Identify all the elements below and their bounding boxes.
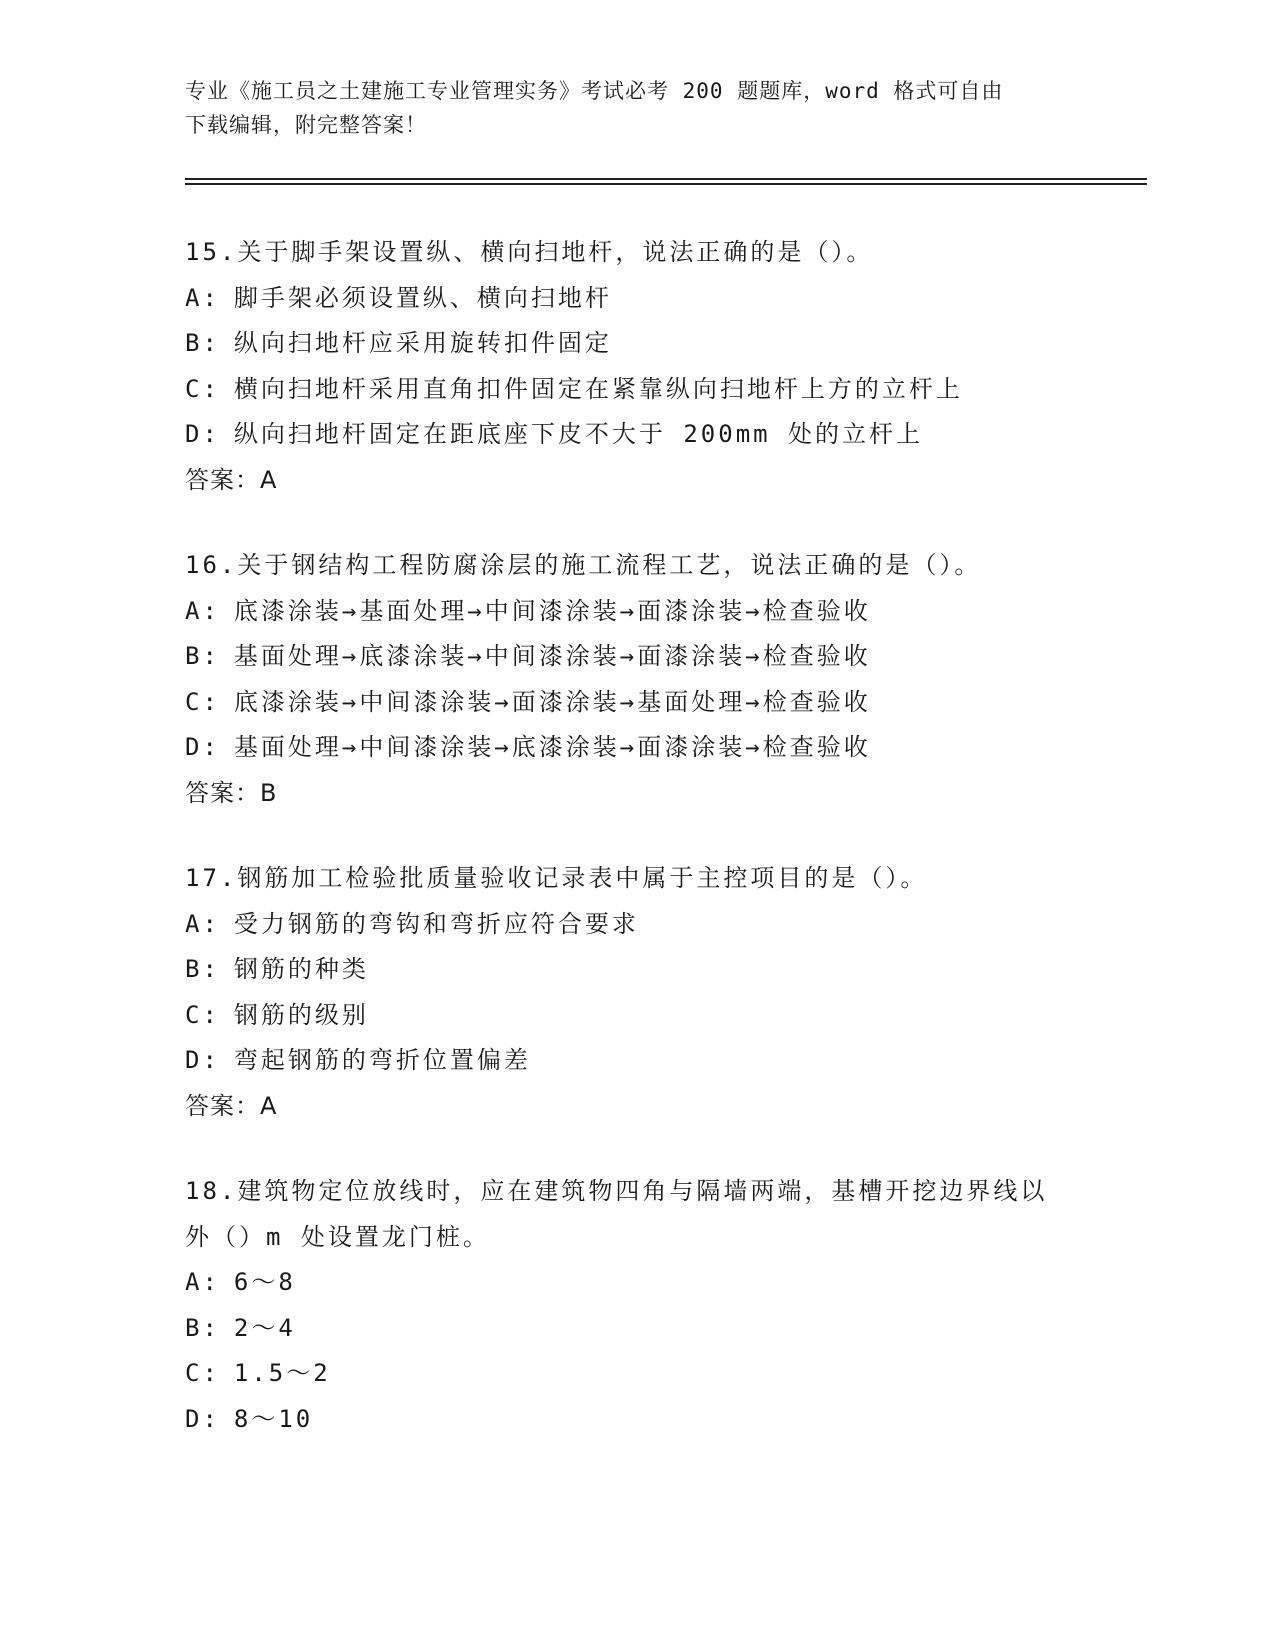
- option-text: 纵向扫地杆应采用旋转扣件固定: [233, 329, 612, 357]
- option-text: 基面处理→底漆涂装→中间漆涂装→面漆涂装→检查验收: [233, 642, 871, 670]
- option-letter: A:: [185, 909, 220, 938]
- option-text: 受力钢筋的弯钩和弯折应符合要求: [233, 909, 639, 938]
- question-stem: 17.钢筋加工检验批质量验收记录表中属于主控项目的是（）。: [185, 864, 928, 892]
- option-d: [185, 725, 1085, 771]
- option-letter: A:: [185, 283, 220, 312]
- option-text: 弯起钢筋的弯折位置偏差: [233, 1046, 531, 1074]
- answer-line: 答案：A: [185, 1091, 278, 1120]
- question-list: [185, 230, 1085, 1482]
- option-letter: D:: [185, 1046, 220, 1074]
- option-d: [185, 1397, 1085, 1443]
- option-text: 基面处理→中间漆涂装→底漆涂装→面漆涂装→检查验收: [233, 733, 871, 761]
- question-block: [185, 543, 1085, 816]
- option-d: [185, 412, 1085, 458]
- option-letter: A:: [185, 1268, 220, 1296]
- option-b: [185, 634, 1085, 680]
- question-block: [185, 230, 1085, 503]
- option-text: 1.5～2: [233, 1359, 331, 1387]
- question-block: [185, 856, 1085, 1129]
- option-c: [185, 1351, 1085, 1397]
- option-text: 2～4: [233, 1313, 296, 1342]
- question-stem: 16.关于钢结构工程防腐涂层的施工流程工艺，说法正确的是（）。: [185, 551, 982, 579]
- answer-line: 答案：B: [185, 778, 278, 807]
- option-a: [185, 1260, 1085, 1306]
- option-letter: B:: [185, 1313, 220, 1342]
- option-a: [185, 589, 1085, 635]
- option-b: [185, 321, 1085, 367]
- option-a: [185, 902, 1085, 948]
- option-text: 横向扫地杆采用直角扣件固定在紧靠纵向扫地杆上方的立杆上: [233, 374, 963, 403]
- option-letter: B:: [185, 955, 220, 983]
- header-divider-top: [185, 178, 1147, 180]
- option-text: 底漆涂装→基面处理→中间漆涂装→面漆涂装→检查验收: [233, 596, 871, 625]
- question-stem: 18.建筑物定位放线时，应在建筑物四角与隔墙两端，基槽开挖边界线以外（）m 处设置龙门桩。: [185, 1177, 1048, 1251]
- question-block: [185, 1169, 1085, 1442]
- document-intro: [185, 74, 1085, 142]
- option-letter: C:: [185, 1359, 220, 1387]
- option-b: [185, 947, 1085, 993]
- option-text: 底漆涂装→中间漆涂装→面漆涂装→基面处理→检查验收: [233, 687, 871, 716]
- intro-line-2: 下载编辑，附完整答案！: [185, 113, 427, 137]
- option-text: 8～10: [233, 1404, 314, 1433]
- option-letter: D:: [185, 733, 220, 761]
- option-b: [185, 1306, 1085, 1352]
- option-letter: C:: [185, 374, 220, 403]
- answer-line: 答案：A: [185, 465, 278, 494]
- option-letter: C:: [185, 1000, 220, 1029]
- option-a: [185, 276, 1085, 322]
- option-text: 6～8: [233, 1268, 296, 1296]
- option-text: 脚手架必须设置纵、横向扫地杆: [233, 283, 612, 312]
- option-d: [185, 1038, 1085, 1084]
- option-letter: D:: [185, 1404, 220, 1433]
- option-c: [185, 367, 1085, 413]
- option-c: [185, 993, 1085, 1039]
- question-stem: 15.关于脚手架设置纵、横向扫地杆，说法正确的是（）。: [185, 238, 874, 266]
- option-letter: A:: [185, 596, 220, 625]
- option-letter: D:: [185, 420, 220, 448]
- option-text: 钢筋的种类: [233, 955, 369, 983]
- option-c: [185, 680, 1085, 726]
- option-letter: C:: [185, 687, 220, 716]
- header-divider-bottom: [185, 183, 1147, 185]
- option-letter: B:: [185, 329, 220, 357]
- option-letter: B:: [185, 642, 220, 670]
- option-text: 纵向扫地杆固定在距底座下皮不大于 200mm 处的立杆上: [233, 420, 924, 448]
- intro-line-1: 专业《施工员之土建施工专业管理实务》考试必考 200 题题库，word 格式可自由: [185, 79, 1004, 103]
- option-text: 钢筋的级别: [233, 1000, 369, 1029]
